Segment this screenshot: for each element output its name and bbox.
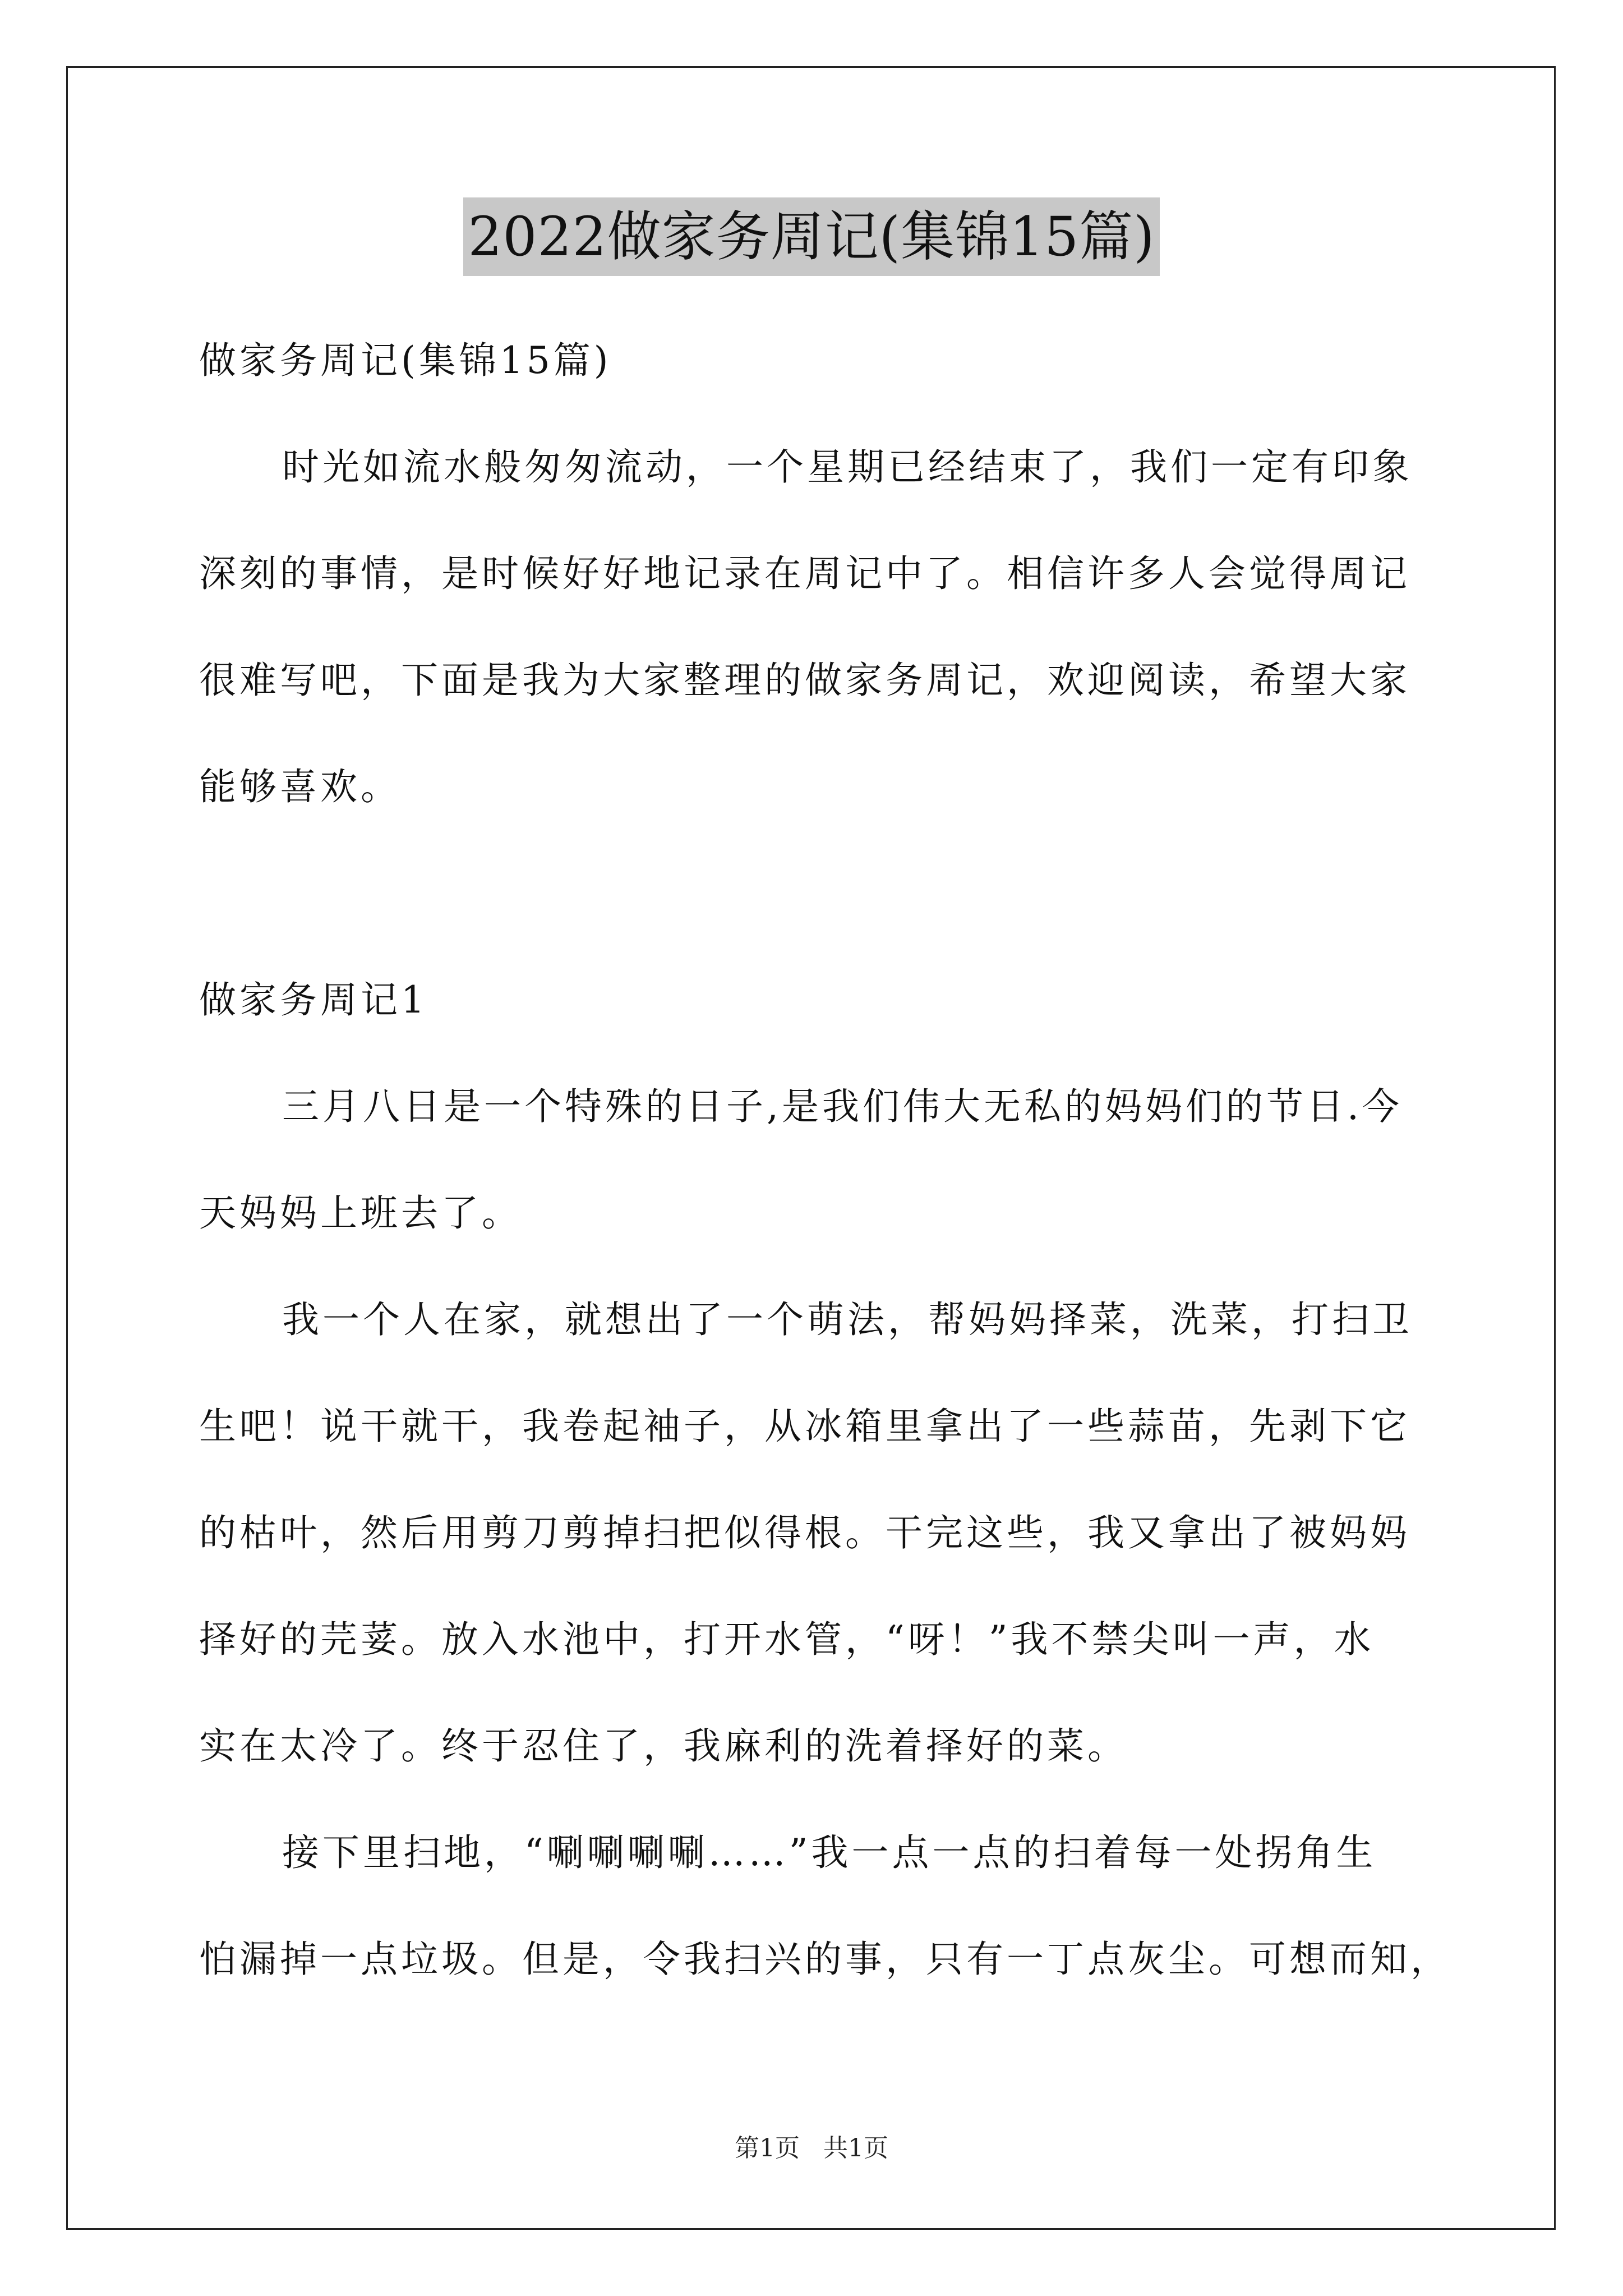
paragraph-line: 我一个人在家，就想出了一个萌法，帮妈妈择菜，洗菜，打扫卫 <box>282 1298 1413 1341</box>
document-body <box>199 307 1451 2013</box>
paragraph-line: 的枯叶，然后用剪刀剪掉扫把似得根。干完这些，我又拿出了被妈妈 <box>199 1511 1410 1554</box>
paragraph-line: 三月八日是一个特殊的日子,是我们伟大无私的妈妈们的节日.今 <box>282 1085 1403 1128</box>
page-footer: 第1页 共1页 <box>735 2134 888 2162</box>
paragraph-line: 实在太冷了。终于忍住了，我麻利的洗着择好的菜。 <box>199 1724 1128 1768</box>
paragraph-line: 择好的芫荽。放入水池中，打开水管，“呀！”我不禁尖叫一声，水 <box>199 1618 1375 1661</box>
title-container <box>0 197 1623 276</box>
document-subtitle: 做家务周记(集锦15篇) <box>199 339 612 382</box>
document-title: 2022做家务周记(集锦15篇) <box>463 197 1159 276</box>
paragraph-line: 接下里扫地，“唰唰唰唰……”我一点一点的扫着每一处拐角生 <box>282 1831 1377 1874</box>
intro-line: 时光如流水般匆匆流动，一个星期已经结束了，我们一定有印象 <box>282 445 1413 489</box>
blank-line <box>199 840 1431 947</box>
intro-line: 能够喜欢。 <box>199 765 401 808</box>
paragraph-line: 天妈妈上班去了。 <box>199 1191 522 1235</box>
section-heading: 做家务周记1 <box>199 978 428 1022</box>
paragraph-line: 怕漏掉一点垃圾。但是，令我扫兴的事，只有一丁点灰尘。可想而知， <box>199 1938 1451 1981</box>
intro-line: 很难写吧，下面是我为大家整理的做家务周记，欢迎阅读，希望大家 <box>199 659 1410 702</box>
intro-line: 深刻的事情，是时候好好地记录在周记中了。相信许多人会觉得周记 <box>199 552 1410 595</box>
paragraph-line: 生吧！说干就干，我卷起袖子，从冰箱里拿出了一些蒜苗，先剥下它 <box>199 1405 1410 1448</box>
